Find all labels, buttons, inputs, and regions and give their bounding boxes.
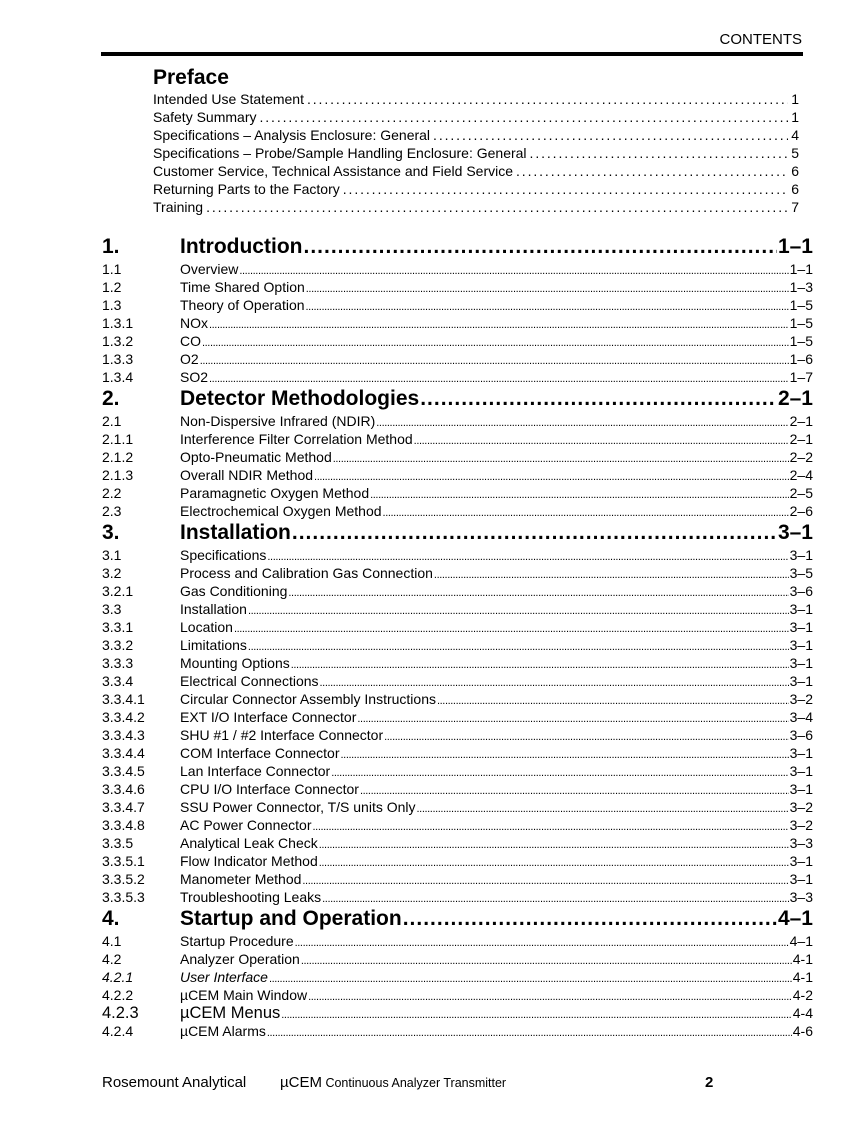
toc-title: COM Interface Connector: [180, 745, 340, 761]
toc-section-row[interactable]: [102, 968, 813, 986]
toc-number: 3.3.4: [102, 673, 134, 689]
toc-title: CO: [180, 333, 201, 349]
toc-section-row[interactable]: [102, 564, 813, 582]
toc-section-row[interactable]: [102, 852, 813, 870]
toc-title: Location: [180, 619, 233, 635]
toc-page: 3–1: [789, 619, 813, 635]
toc-page: 3–2: [789, 799, 813, 815]
dot-leader: [376, 412, 788, 432]
toc-title: Non-Dispersive Infrared (NDIR): [180, 413, 376, 429]
toc-section-row[interactable]: [102, 870, 813, 888]
toc-page: 4-4: [792, 1005, 813, 1021]
toc-section-row[interactable]: [102, 350, 813, 368]
dot-leader: [248, 636, 789, 656]
toc-page: 1–1: [777, 235, 813, 258]
toc-page: 4-2: [792, 987, 813, 1003]
toc-section-row[interactable]: [102, 430, 813, 448]
footer-product-name: Continuous Analyzer Transmitter: [321, 1076, 507, 1090]
toc-title: Mounting Options: [180, 655, 290, 671]
toc-title: Installation: [180, 601, 247, 617]
toc-page: 3–1: [789, 745, 813, 761]
toc-number: 4.1: [102, 933, 122, 949]
dot-leader: [295, 932, 789, 952]
toc-number: 1.2: [102, 279, 122, 295]
toc-title: Manometer Method: [180, 871, 302, 887]
toc-number: 3.3.5.3: [102, 889, 145, 905]
toc-title: Lan Interface Connector: [180, 763, 331, 779]
dot-leader: [239, 260, 788, 280]
dot-leader: [281, 1004, 791, 1024]
toc-number: 3.3.4.3: [102, 727, 145, 743]
toc-page: 1–5: [789, 315, 813, 331]
toc-title: µCEM Main Window: [180, 987, 308, 1003]
dot-leader: [331, 762, 788, 782]
toc-title: Electrical Connections: [180, 673, 319, 689]
toc-section-row[interactable]: [102, 798, 813, 816]
toc-section-row[interactable]: [102, 1004, 813, 1022]
preface-entry-page: 1: [791, 91, 799, 107]
toc-page: 3–3: [789, 835, 813, 851]
toc-title: SO2: [180, 369, 209, 385]
toc-section-row[interactable]: [102, 484, 813, 502]
toc-title: Electrochemical Oxygen Method: [180, 503, 382, 519]
toc-page: 3–4: [789, 709, 813, 725]
toc-page: 2–4: [789, 467, 813, 483]
toc-title: AC Power Connector: [180, 817, 312, 833]
toc-number: 3.3.4.7: [102, 799, 145, 815]
toc-page: 3–1: [789, 853, 813, 869]
dot-leader: [370, 484, 789, 504]
dot-leader: [320, 672, 789, 692]
toc-title: SHU #1 / #2 Interface Connector: [180, 727, 384, 743]
preface-entry-title: Returning Parts to the Factory: [153, 181, 340, 197]
toc-section-row[interactable]: [102, 816, 813, 834]
toc-chapter-row[interactable]: [102, 386, 813, 412]
toc-page: 1–5: [789, 333, 813, 349]
toc-number: 1.: [102, 235, 120, 258]
toc-number: 3.3.4.8: [102, 817, 145, 833]
page-footer: [102, 1073, 802, 1093]
toc-page: 3–1: [789, 763, 813, 779]
toc-number: 3.3.1: [102, 619, 134, 635]
dot-leader: [530, 144, 789, 162]
preface-entry[interactable]: [153, 144, 799, 162]
dot-leader: [206, 198, 788, 216]
toc-title: Gas Conditioning: [180, 583, 288, 599]
toc-section-row[interactable]: [102, 654, 813, 672]
toc-page: 4–1: [777, 907, 813, 930]
preface-entry-title: Customer Service, Technical Assistance and Field Service: [153, 163, 514, 179]
toc-page: 3–6: [789, 727, 813, 743]
toc-number: 1.3.4: [102, 369, 134, 385]
toc-page: 3–2: [789, 691, 813, 707]
toc-section-row[interactable]: [102, 762, 813, 780]
toc-page: 3–3: [789, 889, 813, 905]
toc-number: 3.3.4.1: [102, 691, 145, 707]
preface-entry-title: Training: [153, 199, 204, 215]
toc-page: 2–2: [789, 449, 813, 465]
toc-page: 1–7: [789, 369, 813, 385]
toc-title: SSU Power Connector, T/S units Only: [180, 799, 416, 815]
footer-product: [280, 1073, 506, 1093]
toc-title: Overall NDIR Method: [180, 467, 314, 483]
toc-number: 3.3: [102, 601, 122, 617]
toc-page: 4-6: [792, 1023, 813, 1039]
toc-number: 2.1.2: [102, 449, 134, 465]
dot-leader: [288, 582, 788, 602]
dot-leader: [306, 278, 789, 298]
toc-title: Time Shared Option: [180, 279, 305, 295]
toc-title: Limitations: [180, 637, 247, 653]
toc-section-row[interactable]: [102, 986, 813, 1004]
toc-title: Startup and Operation: [180, 907, 402, 930]
preface-entry[interactable]: [153, 108, 799, 126]
toc-title: EXT I/O Interface Connector: [180, 709, 357, 725]
dot-leader: [292, 520, 777, 546]
preface-entry-page: 5: [791, 145, 799, 161]
toc-page: 1–3: [789, 279, 813, 295]
table-of-contents: [102, 234, 813, 1040]
toc-number: 2.2: [102, 485, 122, 501]
toc-number: 2.1.3: [102, 467, 134, 483]
preface-entry-page: 6: [791, 163, 799, 179]
dot-leader: [234, 618, 789, 638]
dot-leader: [516, 162, 788, 180]
dot-leader: [209, 314, 789, 334]
toc-section-row[interactable]: [102, 708, 813, 726]
toc-section-row[interactable]: [102, 466, 813, 484]
toc-title: Detector Methodologies: [180, 387, 420, 410]
toc-page: 4-1: [792, 969, 813, 985]
toc-section-row[interactable]: [102, 314, 813, 332]
toc-page: 4–1: [789, 933, 813, 949]
toc-title: Theory of Operation: [180, 297, 305, 313]
dot-leader: [267, 546, 788, 566]
toc-chapter-row[interactable]: [102, 520, 813, 546]
preface-entry-page: 4: [791, 127, 799, 143]
toc-number: 4.2.3: [102, 1004, 139, 1022]
preface-entry-title: Specifications – Probe/Sample Handling Enclosure: General: [153, 145, 527, 161]
toc-section-row[interactable]: [102, 618, 813, 636]
toc-page: 3–6: [789, 583, 813, 599]
toc-page: 3–1: [789, 547, 813, 563]
toc-number: 1.3.2: [102, 333, 134, 349]
toc-section-row[interactable]: [102, 260, 813, 278]
toc-page: 3–1: [789, 871, 813, 887]
toc-number: 2.3: [102, 503, 122, 519]
dot-leader: [417, 798, 789, 818]
toc-number: 3.3.4.5: [102, 763, 145, 779]
toc-number: 3.3.5: [102, 835, 134, 851]
toc-number: 2.1.1: [102, 431, 134, 447]
toc-chapter-row[interactable]: [102, 234, 813, 260]
dot-leader: [303, 234, 776, 260]
dot-leader: [403, 906, 777, 932]
toc-number: 1.3.1: [102, 315, 134, 331]
toc-page: 2–5: [789, 485, 813, 501]
dot-leader: [209, 368, 789, 388]
toc-title: NOx: [180, 315, 208, 331]
toc-section-row[interactable]: [102, 600, 813, 618]
toc-page: 2–1: [777, 387, 813, 410]
toc-page: 3–2: [789, 817, 813, 833]
dot-leader: [420, 386, 777, 412]
preface-entry[interactable]: [153, 126, 799, 144]
preface-entry-title: Intended Use Statement: [153, 91, 304, 107]
preface-entry-title: Specifications – Analysis Enclosure: General: [153, 127, 431, 143]
dot-leader: [301, 950, 792, 970]
toc-section-row[interactable]: [102, 582, 813, 600]
dot-leader: [307, 90, 788, 108]
dot-leader: [322, 888, 789, 908]
toc-page: 3–1: [789, 601, 813, 617]
dot-leader: [319, 852, 789, 872]
toc-title: µCEM Alarms: [180, 1023, 266, 1039]
toc-number: 3.3.4.4: [102, 745, 145, 761]
preface-title: Preface: [153, 66, 229, 89]
toc-number: 4.2.2: [102, 987, 134, 1003]
footer-page-number: 2: [705, 1074, 714, 1091]
toc-page: 3–1: [789, 781, 813, 797]
toc-section-row[interactable]: [102, 780, 813, 798]
toc-number: 1.1: [102, 261, 122, 277]
toc-title: Installation: [180, 521, 291, 544]
preface-list: [153, 90, 799, 216]
toc-title: CPU I/O Interface Connector: [180, 781, 359, 797]
dot-leader: [333, 448, 789, 468]
toc-section-row[interactable]: [102, 546, 813, 564]
toc-title: Flow Indicator Method: [180, 853, 318, 869]
toc-section-row[interactable]: [102, 672, 813, 690]
toc-title: Paramagnetic Oxygen Method: [180, 485, 370, 501]
toc-section-row[interactable]: [102, 888, 813, 906]
toc-section-row[interactable]: [102, 296, 813, 314]
preface-entry[interactable]: [153, 180, 799, 198]
toc-number: 1.3: [102, 297, 122, 313]
toc-section-row[interactable]: [102, 932, 813, 950]
toc-number: 4.2: [102, 951, 122, 967]
dot-leader: [319, 834, 789, 854]
toc-number: 2.: [102, 387, 120, 410]
toc-section-row[interactable]: [102, 502, 813, 520]
dot-leader: [383, 502, 789, 522]
dot-leader: [434, 564, 789, 584]
toc-page: 3–1: [789, 673, 813, 689]
header-rule: [101, 52, 803, 56]
toc-page: 2–6: [789, 503, 813, 519]
dot-leader: [202, 332, 789, 352]
toc-title: Overview: [180, 261, 239, 277]
preface-entry[interactable]: [153, 162, 799, 180]
toc-number: 3.2.1: [102, 583, 134, 599]
toc-section-row[interactable]: [102, 744, 813, 762]
dot-leader: [360, 780, 789, 800]
dot-leader: [437, 690, 789, 710]
toc-page: 2–1: [789, 413, 813, 429]
toc-page: 3–1: [789, 637, 813, 653]
toc-section-row[interactable]: [102, 448, 813, 466]
toc-number: 3.1: [102, 547, 122, 563]
toc-chapter-row[interactable]: [102, 906, 813, 932]
dot-leader: [267, 1022, 792, 1042]
toc-page: 3–1: [789, 655, 813, 671]
toc-number: 3.3.3: [102, 655, 134, 671]
toc-section-row[interactable]: [102, 834, 813, 852]
toc-title: Troubleshooting Leaks: [180, 889, 322, 905]
toc-page: 1–1: [789, 261, 813, 277]
toc-number: 3.3.4.6: [102, 781, 145, 797]
dot-leader: [308, 986, 792, 1006]
toc-page: 3–5: [789, 565, 813, 581]
toc-number: 3.3.5.2: [102, 871, 145, 887]
toc-number: 4.2.1: [102, 969, 134, 985]
toc-section-row[interactable]: [102, 1022, 813, 1040]
toc-section-row[interactable]: [102, 332, 813, 350]
toc-section-row[interactable]: [102, 412, 813, 430]
toc-number: 1.3.3: [102, 351, 134, 367]
dot-leader: [433, 126, 788, 144]
toc-title: Process and Calibration Gas Connection: [180, 565, 433, 581]
toc-title: µCEM Menus: [180, 1004, 281, 1022]
toc-number: 4.: [102, 907, 120, 930]
toc-page: 3–1: [777, 521, 813, 544]
toc-title: Introduction: [180, 235, 303, 258]
dot-leader: [269, 968, 792, 988]
toc-number: 3.2: [102, 565, 122, 581]
dot-leader: [306, 296, 789, 316]
dot-leader: [314, 466, 789, 486]
toc-page: 4-1: [792, 951, 813, 967]
preface-entry[interactable]: [153, 90, 799, 108]
toc-title: User Interface: [180, 969, 268, 985]
toc-section-row[interactable]: [102, 690, 813, 708]
toc-section-row[interactable]: [102, 950, 813, 968]
toc-number: 3.3.4.2: [102, 709, 145, 725]
toc-title: Analyzer Operation: [180, 951, 300, 967]
toc-section-row[interactable]: [102, 636, 813, 654]
toc-number: 3.: [102, 521, 120, 544]
toc-page: 1–6: [789, 351, 813, 367]
dot-leader: [341, 744, 789, 764]
toc-title: Circular Connector Assembly Instructions: [180, 691, 436, 707]
preface-entry-page: 1: [791, 109, 799, 125]
preface-section: [153, 66, 799, 216]
toc-page: 1–5: [789, 297, 813, 313]
toc-title: Startup Procedure: [180, 933, 294, 949]
dot-leader: [313, 816, 789, 836]
toc-title: Specifications: [180, 547, 267, 563]
dot-leader: [259, 108, 788, 126]
dot-leader: [248, 600, 789, 620]
dot-leader: [200, 350, 789, 370]
toc-section-row[interactable]: [102, 726, 813, 744]
toc-number: 3.3.2: [102, 637, 134, 653]
footer-product-prefix: µCEM: [280, 1074, 322, 1091]
toc-number: 2.1: [102, 413, 122, 429]
dot-leader: [343, 180, 788, 198]
preface-entry-page: 6: [791, 181, 799, 197]
dot-leader: [357, 708, 788, 728]
dot-leader: [302, 870, 788, 890]
toc-section-row[interactable]: [102, 368, 813, 386]
toc-number: 4.2.4: [102, 1023, 134, 1039]
toc-page: 2–1: [789, 431, 813, 447]
toc-title: Opto-Pneumatic Method: [180, 449, 332, 465]
toc-number: 3.3.5.1: [102, 853, 145, 869]
preface-entry-page: 7: [791, 199, 799, 215]
toc-title: O2: [180, 351, 199, 367]
dot-leader: [384, 726, 789, 746]
dot-leader: [414, 430, 789, 450]
preface-entry-title: Safety Summary: [153, 109, 257, 125]
running-header: CONTENTS: [719, 31, 802, 48]
footer-company: Rosemount Analytical: [102, 1074, 247, 1091]
dot-leader: [291, 654, 789, 674]
preface-entry[interactable]: [153, 198, 799, 216]
toc-title: Analytical Leak Check: [180, 835, 318, 851]
toc-title: Interference Filter Correlation Method: [180, 431, 413, 447]
toc-section-row[interactable]: [102, 278, 813, 296]
